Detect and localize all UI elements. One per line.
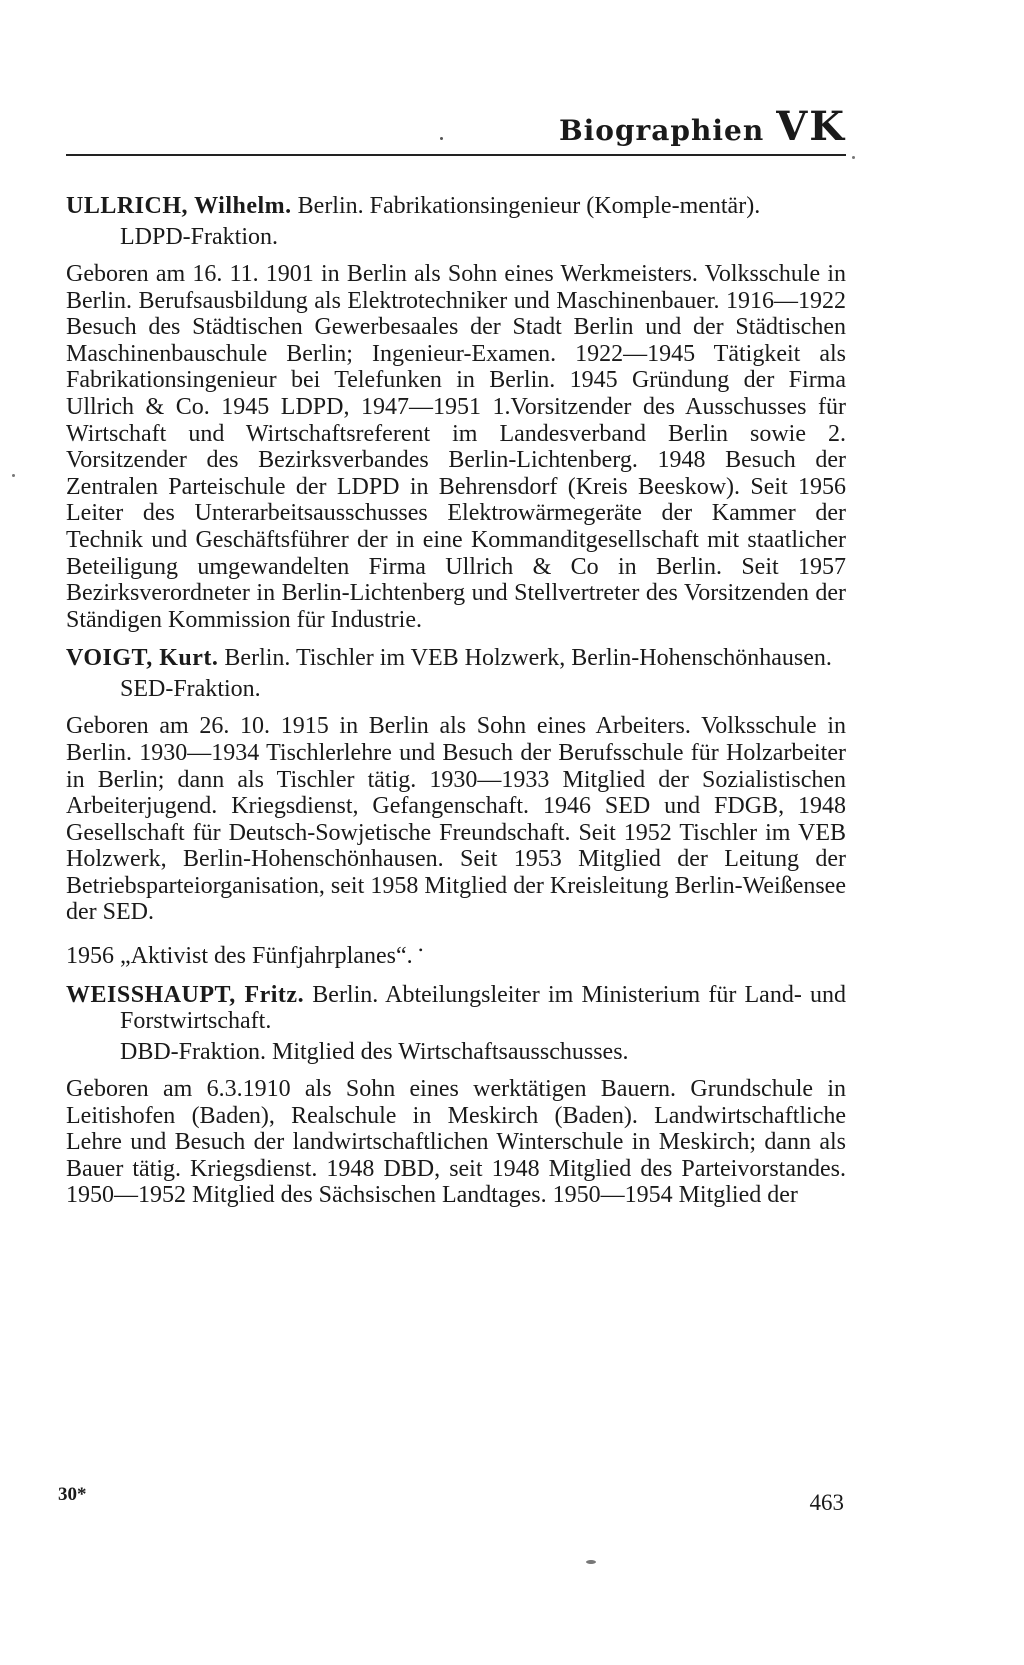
entry-bio: Geboren am 26. 10. 1915 in Berlin als Sohn eines Arbeiters. Volksschule in Berlin. 1930—1934 Tischlerlehre und Besuch der Berufsschule für Holzarbeiter in Berlin; dann als Tischler tätig. 1930—1933 Mitglied der Sozialistischen Arbeiterjugend. Kriegsdienst, Gefangenschaft. 1946 SED und FDGB, 1948 Gesellschaft für Deutsch-Sowjetische Freundschaft. Seit 1952 Tischler im VEB Holzwerk, Berlin-Hohenschönhausen. Seit 1953 Mitglied der Leitung der Betriebsparteiorganisation, seit 1958 Mitglied der Kreisleitung Berlin-Weißensee der SED.	[66, 713, 846, 926]
entry-bio: Geboren am 16. 11. 1901 in Berlin als Sohn eines Werkmeisters. Volksschule in Berlin. Berufsausbildung als Elektrotechniker und Maschinenbauer. 1916—1922 Besuch des Städtischen Gewerbesaales der Stadt Berlin und der Städtischen Maschinenbauschule Berlin; Ingenieur-Examen. 1922—1945 Tätigkeit als Fabrikationsingenieur bei Telefunken in Berlin. 1945 Gründung der Firma Ullrich & Co. 1945 LDPD, 1947—1951 1.Vorsitzender des Ausschusses für Wirtschaft und Wirtschaftsreferent im Landesverband Berlin sowie 2. Vorsitzender des Bezirksverbandes Berlin-Lichtenberg. 1948 Besuch der Zentralen Parteischule der LDPD in Behrensdorf (Kreis Beeskow). Seit 1956 Leiter des Unterarbeitsausschusses Elektrowärmegeräte der Kammer der Technik und Geschäftsführer der in eine Kommanditgesellschaft mit staatlicher Beteiligung umgewandelten Firma Ullrich & Co in Berlin. Seit 1957 Bezirksverordneter in Berlin-Lichtenberg und Stellvertreter des Vorsitzenden der Ständigen Kommission für Industrie.	[66, 261, 846, 633]
entry-bio: Geboren am 6.3.1910 als Sohn eines werktätigen Bauern. Grundschule in Leitishofen (Baden), Realschule in Meskirch (Baden). Landwirtschaftliche Lehre und Besuch der landwirtschaftlichen Winterschule in Meskirch; dann als Bauer tätig. Kriegsdienst. 1948 DBD, seit 1948 Mitglied des Parteivorstandes. 1950—1952 Mitglied des Sächsischen Landtages. 1950—1954 Mitglied der	[66, 1076, 846, 1209]
scan-speck	[12, 474, 15, 477]
entry-ullrich	[66, 193, 846, 633]
page-number: 463	[809, 1490, 844, 1515]
entry-faction: LDPD-Fraktion.	[120, 224, 278, 250]
entry-heading	[66, 982, 846, 1034]
scan-speck	[852, 156, 855, 159]
scan-speck	[586, 1560, 596, 1564]
entry-award	[66, 936, 846, 970]
header-section-code: VK	[776, 103, 846, 150]
entry-description: Berlin. Abteilungsleiter im Ministerium für Land- und Forstwirtschaft.	[120, 982, 846, 1035]
entry-award-text: 1956 „Aktivist des Fünfjahrplanes“.	[66, 943, 413, 970]
entry-description: Berlin. Fabrikationsingenieur (Komple-mentär).	[297, 193, 761, 219]
header-dot	[440, 137, 443, 140]
running-header	[66, 103, 846, 156]
entry-voigt	[66, 645, 846, 970]
entry-name: WEISSHAUPT, Fritz.	[66, 982, 305, 1009]
entry-weisshaupt	[66, 982, 846, 1209]
entry-faction: DBD-Fraktion. Mitglied des Wirtschaftsausschusses.	[120, 1039, 629, 1066]
entry-heading	[66, 193, 846, 219]
entry-description: Berlin. Tischler im VEB Holzwerk, Berlin-Hohenschönhausen.	[224, 645, 832, 672]
entry-name: VOIGT, Kurt.	[66, 645, 219, 672]
entry-name: ULLRICH, Wilhelm.	[66, 193, 292, 219]
header-title	[559, 103, 846, 150]
award-dot-icon: •	[418, 943, 423, 958]
header-title-text: Biographien	[558, 114, 765, 147]
entry-heading	[66, 645, 846, 671]
entries-column	[66, 193, 846, 1221]
page-footer	[58, 1484, 848, 1514]
entry-faction: SED-Fraktion.	[120, 676, 261, 703]
signature-mark: 30*	[58, 1484, 87, 1505]
